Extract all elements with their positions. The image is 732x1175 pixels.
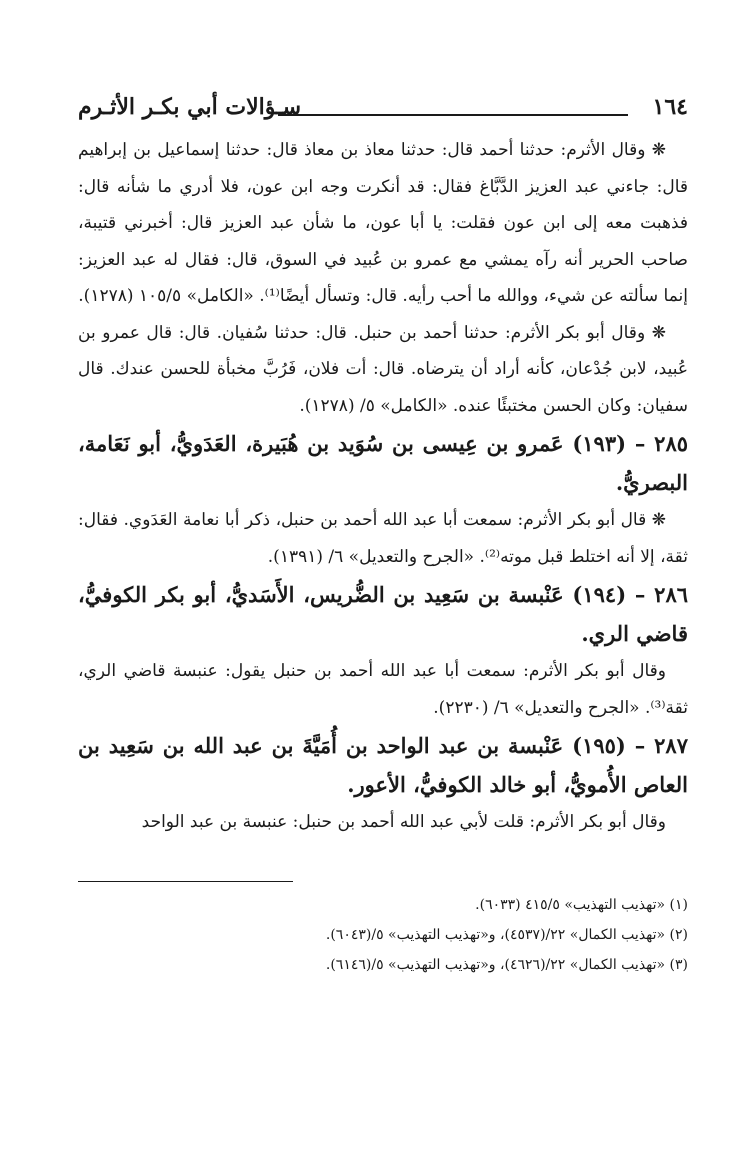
book-page [78,92,688,980]
page-header [78,92,688,132]
footnotes [78,890,688,980]
entry-heading-285: ٢٨٥ – (١٩٣) عَمرو بن عِيسى بن سُوَيد بن هُبَيرة، العَدَويُّ، أبو نَعَامة، البصريُّ. [78,431,689,495]
footnote-2: (٢) «تهذيب الكمال» ٢٢/(٤٥٣٧)، و«تهذيب التهذيب» ٥/(٦٠٤٣). [325,926,688,943]
footnote-separator [78,881,293,882]
entry-heading-287: ٢٨٧ – (١٩٥) عَنْبسة بن عبد الواحد بن أُمَيَّةَ بن عبد الله بن سَعِيد بن العاص الأُمويُّ، أبو خالد الكوفيُّ، الأعور. [78,733,688,797]
entry-heading-286: ٢٨٦ – (١٩٤) عَنْبسة بن سَعِيد بن الضُّريس، الأَسَديُّ، أبو بكر الكوفيُّ، قاضي الري. [78,582,689,646]
paragraph-4: وقال أبو بكر الأثرم: سمعت أبا عبد الله أحمد بن حنبل يقول: عنبسة قاضي الري، ثقة⁽³⁾. «الجرح والتعديل» ٦/ (٢٢٣٠). [78,661,688,718]
paragraph-3: ❋ قال أبو بكر الأثرم: سمعت أبا عبد الله أحمد بن حنبل، ذكر أبا نعامة العَدَوي. فقال: ثقة، إلا أنه اختلط قبل موته⁽²⁾. «الجرح والتعديل» ٦/ (١٣٩١). [78,510,688,567]
paragraph-2: ❋ وقال أبو بكر الأثرم: حدثنا أحمد بن حنبل. قال: حدثنا سُفيان. قال: قال عمرو بن عُبيد، لابن جُدْعان، كأنه أراد أن يترضاه. قال: أت فلان، فَرُبَّ مخبأة للحسن عندك. قال سفيان: وكان الحسن مختبئًا عنده. «الكامل» ٥/ (١٢٧٨). [78,322,688,416]
header-rule [278,114,628,116]
page-number: ١٦٤ [652,94,688,120]
paragraph-5: وقال أبو بكر الأثرم: قلت لأبي عبد الله أحمد بن حنبل: عنبسة بن عبد الواحد [141,812,666,832]
footnote-1: (١) «تهذيب التهذيب» ٤١٥/٥ (٦٠٣٣). [475,896,688,913]
footnote-3: (٣) «تهذيب الكمال» ٢٢/(٤٦٢٦)، و«تهذيب التهذيب» ٥/(٦١٤٦). [325,956,688,973]
paragraph-1: ❋ وقال الأثرم: حدثنا أحمد قال: حدثنا معاذ بن معاذ قال: حدثنا إسماعيل بن إبراهيم قال: جاءني عبد العزيز الدَّبَّاغ فقال: قد أنكرت وجه ابن عون، فلا أدري ما شأنه قال: فذهبت معه إلى ابن عون فقلت: يا أبا عون، ما شأن عبد العزيز قال: أخبرني قتيبة، صاحب الحرير أنه رآه يمشي مع عمرو بن عُبيد في السوق، قال: فقال له عبد العزيز: إنما سألته عن شيء، ووالله ما أحب رأيه. قال: وتسأل أيضًا⁽¹⁾. «الكامل» ١٠٥/٥ (١٢٧٨). [78,140,688,306]
page-body [78,132,688,841]
running-title: سـؤالات أبي بكـر الأثـرم [78,94,302,120]
